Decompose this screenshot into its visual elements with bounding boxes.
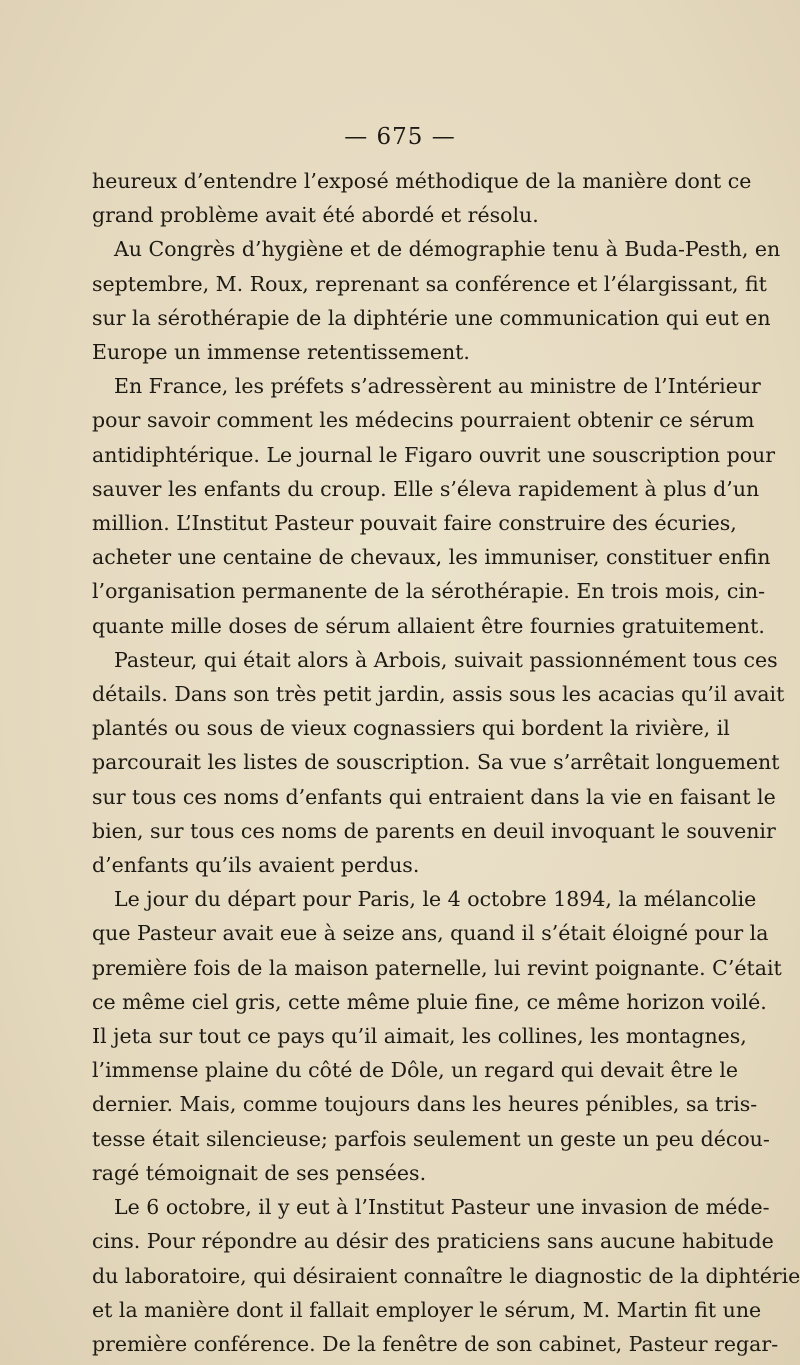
text-line: d’enfants qu’ils avaient perdus. xyxy=(92,853,420,878)
text-line: acheter une centaine de chevaux, les immuniser, constituer enfin xyxy=(92,545,771,570)
text-line: cins. Pour répondre au désir des praticiens sans aucune habitude xyxy=(92,1229,774,1254)
text-line: l’immense plaine du côté de Dôle, un regard qui devait être le xyxy=(92,1058,739,1083)
text-line: quante mille doses de sérum allaient être fournies gratuitement. xyxy=(92,613,765,638)
text-line: parcourait les listes de souscription. Sa vue s’arrêtait longuement xyxy=(92,750,780,775)
text-line: tesse était silencieuse; parfois seulement un geste un peu décou- xyxy=(92,1126,770,1151)
text-line: septembre, M. Roux, reprenant sa conférence et l’élargissant, fit xyxy=(92,271,767,296)
page-number: — 675 — xyxy=(344,124,456,150)
text-line: Il jeta sur tout ce pays qu’il aimait, les collines, les montagnes, xyxy=(92,1024,747,1049)
text-line: antidiphtérique. Le journal le Figaro ouvrit une souscription pour xyxy=(92,442,776,467)
body-text xyxy=(92,164,800,1361)
text-line: pour savoir comment les médecins pourraient obtenir ce sérum xyxy=(92,408,755,433)
text-line: du laboratoire, qui désiraient connaître le diagnostic de la diphtérie xyxy=(92,1263,800,1288)
text-line: Pasteur, qui était alors à Arbois, suivait passionnément tous ces xyxy=(114,647,778,672)
text-line: grand problème avait été abordé et résolu. xyxy=(92,203,539,228)
text-line: Le 6 octobre, il y eut à l’Institut Pasteur une invasion de méde- xyxy=(114,1195,770,1220)
text-line: heureux d’entendre l’exposé méthodique de la manière dont ce xyxy=(92,169,752,193)
text-line: ce même ciel gris, cette même pluie fine, ce même horizon voilé. xyxy=(92,989,767,1014)
text-line: que Pasteur avait eue à seize ans, quand il s’était éloigné pour la xyxy=(92,921,769,946)
text-line: million. L’Institut Pasteur pouvait faire construire des écuries, xyxy=(92,511,737,536)
text-line: première conférence. De la fenêtre de son cabinet, Pasteur regar- xyxy=(92,1331,779,1356)
text-line: et la manière dont il fallait employer le sérum, M. Martin fit une xyxy=(92,1297,762,1322)
text-line: Le jour du départ pour Paris, le 4 octobre 1894, la mélancolie xyxy=(114,887,757,912)
text-line: bien, sur tous ces noms de parents en deuil invoquant le souvenir xyxy=(92,818,776,843)
text-line: sauver les enfants du croup. Elle s’éleva rapidement à plus d’un xyxy=(92,476,760,501)
text-line: Au Congrès d’hygiène et de démographie tenu à Buda-Pesth, en xyxy=(114,237,781,262)
text-line: sur la sérothérapie de la diphtérie une communication qui eut en xyxy=(92,305,771,330)
text-line: l’organisation permanente de la sérothérapie. En trois mois, cin- xyxy=(92,579,766,604)
text-line: En France, les préfets s’adressèrent au ministre de l’Intérieur xyxy=(114,374,761,399)
text-line: sur tous ces noms d’enfants qui entraient dans la vie en faisant le xyxy=(92,784,776,809)
text-line: première fois de la maison paternelle, lui revint poignante. C’était xyxy=(92,955,782,980)
text-line: dernier. Mais, comme toujours dans les heures pénibles, sa tris- xyxy=(92,1092,758,1117)
text-line: plantés ou sous de vieux cognassiers qui bordent la rivière, il xyxy=(92,716,730,741)
text-line: ragé témoignait de ses pensées. xyxy=(92,1160,427,1185)
text-line: détails. Dans son très petit jardin, assis sous les acacias qu’il avait xyxy=(92,682,785,707)
text-line: Europe un immense retentissement. xyxy=(92,340,470,365)
